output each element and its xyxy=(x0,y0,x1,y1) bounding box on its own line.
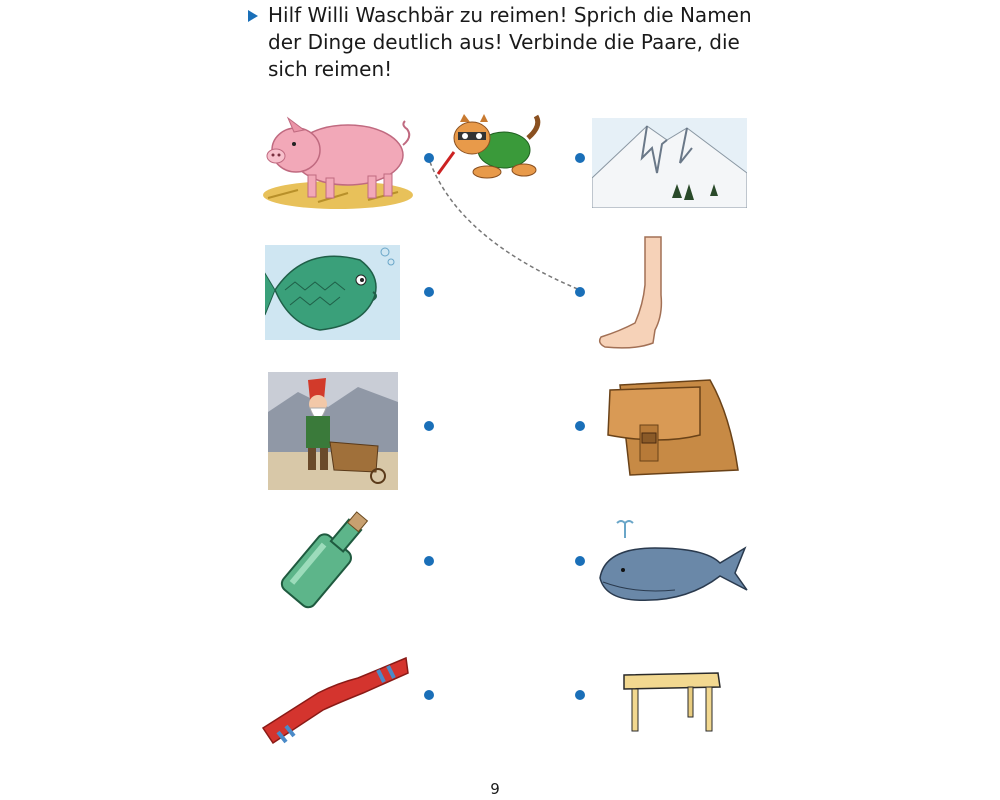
right-dot-2[interactable] xyxy=(575,287,585,297)
instruction-arrow-icon xyxy=(248,10,258,22)
page-number: 9 xyxy=(490,780,500,798)
left-dot-1[interactable] xyxy=(424,153,434,163)
right-dot-5[interactable] xyxy=(575,690,585,700)
right-dot-1[interactable] xyxy=(575,153,585,163)
whale-icon xyxy=(595,518,750,608)
dwarf-icon xyxy=(268,372,398,490)
table-icon xyxy=(620,665,725,735)
right-dot-4[interactable] xyxy=(575,556,585,566)
right-dot-3[interactable] xyxy=(575,421,585,431)
left-dot-5[interactable] xyxy=(424,690,434,700)
left-dot-3[interactable] xyxy=(424,421,434,431)
bottle-icon xyxy=(278,500,378,615)
example-connection-line xyxy=(420,150,590,300)
mountain-icon xyxy=(592,118,747,208)
left-dot-4[interactable] xyxy=(424,556,434,566)
scarf-icon xyxy=(258,648,410,748)
pig-icon xyxy=(258,110,418,215)
instruction-text: Hilf Willi Waschbär zu reimen! Sprich die Namen der Dinge deutlich aus! Verbinde die Paare, die sich reimen! xyxy=(268,3,752,81)
fish-icon xyxy=(265,240,400,345)
left-dot-2[interactable] xyxy=(424,287,434,297)
bag-icon xyxy=(600,375,742,480)
foot-icon xyxy=(595,235,675,353)
